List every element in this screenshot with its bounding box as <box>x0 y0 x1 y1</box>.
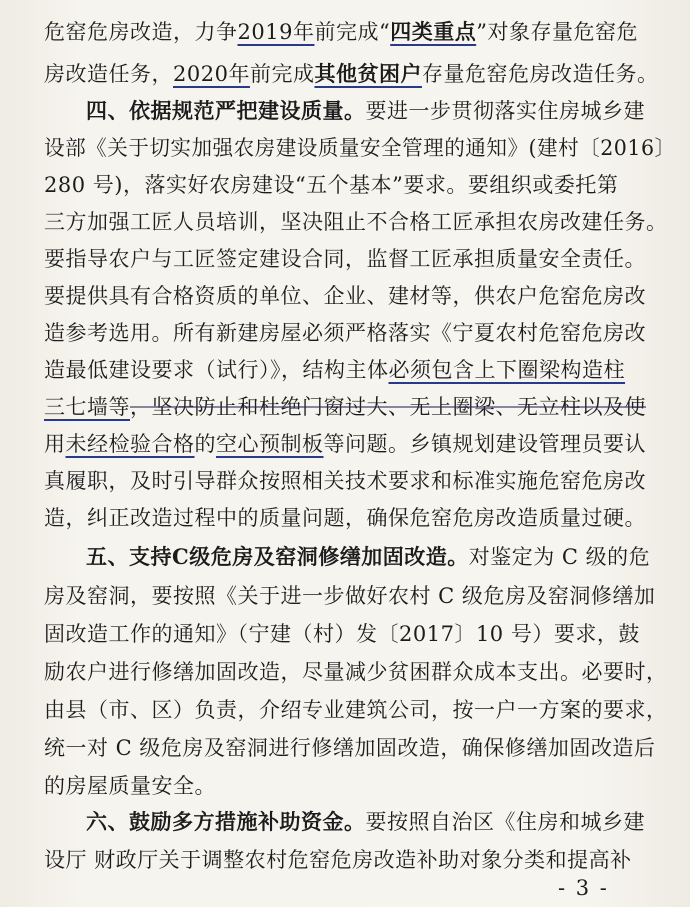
text-line <box>44 622 640 646</box>
underlined-text: 四类重点 <box>390 19 477 44</box>
text-segment: 固改造工作的通知》（宁建（村）发〔2017〕10 号）要求，鼓 <box>44 622 640 646</box>
page-number: - 3 - <box>558 876 609 900</box>
text-line <box>44 62 658 86</box>
text-line <box>44 736 655 760</box>
text-line <box>44 432 646 456</box>
text-line <box>44 469 646 493</box>
text-segment: 造参考选用。所有新建房屋必须严格落实《宁夏农村危窑危房改 <box>44 321 646 345</box>
text-segment: 要按照自治区《住房和城乡建 <box>365 810 645 834</box>
text-segment: 造最低建设要求（试行）》，结构主体 <box>44 358 389 382</box>
heading-text: 五、支持C级危房及窑洞修缮加固改造。 <box>86 544 469 569</box>
text-segment: 由县（市、区）负责，介绍专业建筑公司，按一户一方案的要求， <box>44 698 668 722</box>
text-segment: 设厅 财政厅关于调整农村危窑危房改造补助对象分类和提高补 <box>44 848 632 872</box>
text-line <box>44 210 668 234</box>
text-segment: 房及窑洞，要按照《关于进一步做好农村 C 级危房及窑洞修缮加 <box>44 584 656 608</box>
text-line <box>44 358 625 382</box>
text-line <box>44 395 646 419</box>
text-line <box>44 20 638 44</box>
heading-text: 六、鼓励多方措施补助资金。 <box>86 809 366 834</box>
text-line <box>44 660 668 684</box>
text-line <box>44 321 646 345</box>
text-segment: 造，纠正改造过程中的质量问题，确保危窑危房改造质量过硬。 <box>44 506 646 530</box>
text-line <box>44 506 646 530</box>
text-segment: 要进一步贯彻落实住房城乡建 <box>365 99 645 123</box>
section-heading-4 <box>86 99 645 123</box>
struck-text <box>130 395 646 419</box>
text-line <box>44 698 668 722</box>
text-segment: 等问题。乡镇规划建设管理员要认 <box>323 432 646 456</box>
section-heading-5 <box>86 545 650 569</box>
text-line <box>44 247 646 271</box>
text-segment: 励农户进行修缮加固改造，尽量减少贫困群众成本支出。必要时， <box>44 660 668 684</box>
text-line <box>44 774 216 798</box>
underlined-text: 2019年 <box>237 20 315 44</box>
section-heading-6 <box>86 810 645 834</box>
text-segment: 要提供具有合格资质的单位、企业、建材等，供农户危窑危房改 <box>44 284 646 308</box>
text-line <box>44 848 632 872</box>
text-line <box>44 284 646 308</box>
text-segment: 要指导农户与工匠签定建设合同，监督工匠承担质量安全责任。 <box>44 247 646 271</box>
text-line <box>44 584 655 608</box>
underlined-text: 空心预制板 <box>216 432 324 456</box>
heading-text: 四、依据规范严把建设质量。 <box>86 98 366 123</box>
text-segment: ”对象存量危窑危 <box>476 20 638 44</box>
text-segment: 房改造任务， <box>44 62 173 86</box>
text-segment: 用 <box>44 432 66 456</box>
text-segment: 对鉴定为 C 级的危 <box>468 545 651 569</box>
text-line <box>44 173 618 197</box>
text-segment: 真履职，及时引导群众按照相关技术要求和标准实施危窑危房改 <box>44 469 646 493</box>
underlined-text: 未经检验合格 <box>65 432 195 456</box>
text-segment: 的房屋质量安全。 <box>44 774 216 798</box>
text-segment: 前完成 <box>249 62 315 86</box>
text-segment: 统一对 C 级危房及窑洞进行修缮加固改造，确保修缮加固改造后 <box>44 736 656 760</box>
underlined-text: 其他贫困户 <box>314 61 422 86</box>
text-segment: 存量危窑危房改造任务。 <box>421 62 659 86</box>
text-segment: 的 <box>194 432 216 456</box>
underlined-text: 2020年 <box>173 62 250 86</box>
text-line <box>44 136 676 160</box>
underlined-text: 三七墙等 <box>44 395 130 419</box>
text-segment: 280 号)，落实好农房建设“五个基本”要求。要组织或委托第 <box>44 173 619 197</box>
pen-scribble <box>130 406 646 411</box>
text-segment: 三方加强工匠人员培训，坚决阻止不合格工匠承担农房改建任务。 <box>44 210 668 234</box>
text-segment: 设部《关于切实加强农房建设质量安全管理的通知》(建村〔2016〕 <box>44 136 676 160</box>
underlined-text: 必须包含上下圈梁构造柱 <box>388 358 625 382</box>
text-segment: ，坚决防止和杜绝门窗过大、无上圈梁、无立柱以及使 <box>130 395 646 419</box>
text-segment: 危窑危房改造，力争 <box>44 20 238 44</box>
text-segment: 前完成“ <box>314 20 391 44</box>
